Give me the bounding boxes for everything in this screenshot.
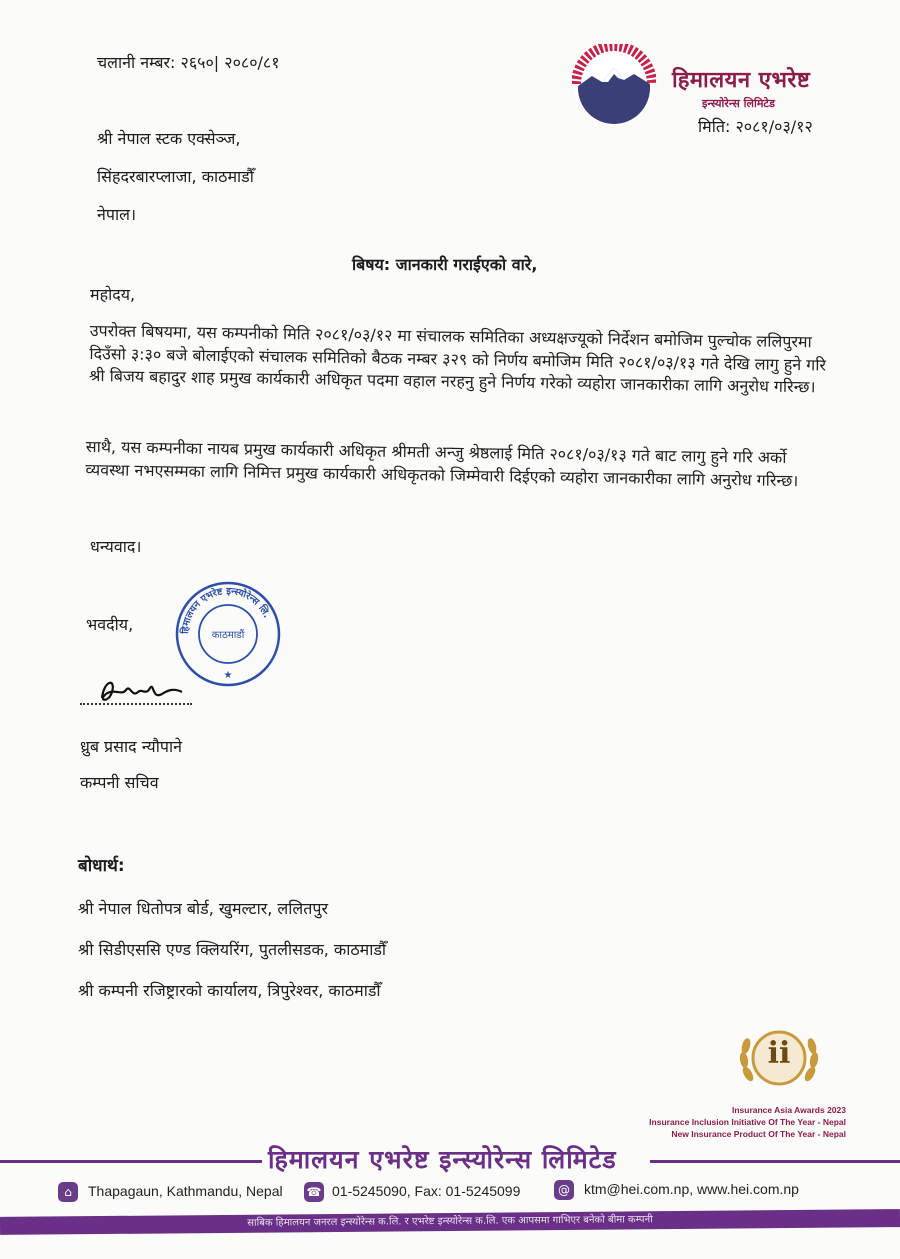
svg-text:★: ★ [223,670,233,681]
signatory-name: ध्रुब प्रसाद न्यौपाने [80,737,182,756]
recipient-line-1: श्री नेपाल स्टक एक्सेञ्ज, [97,129,241,148]
reference-number: चलानी नम्बर: २६५०| २०८०/८१ [97,53,280,72]
footer-bottom-text: साबिक हिमालयन जनरल इन्स्योरेन्स क.लि. र एभरेष्ट इन्स्योरेन्स क.लि. एक आपसमा गाभिएर बनेको बीमा कम्पनी [247,1214,653,1229]
closing-line: भवदीय, [86,615,134,634]
footer-phone: 01-5245090, Fax: 01-5245099 [332,1183,521,1199]
recipient-line-3: नेपाल। [97,205,137,224]
salutation: महोदय, [90,285,136,304]
award-line: Insurance Inclusion Initiative Of The Year - Nepal [649,1117,846,1127]
cc-item: श्री नेपाल धितोपत्र बोर्ड, खुमल्टार, ललितपुर [78,899,329,918]
stamp-ring-text: हिमालयन एभरेष्ट इन्स्योरेन्स लि. [179,585,273,635]
phone-icon: ☎ [304,1182,324,1202]
recipient-line-2: सिंहदरबारप्लाजा, काठमाडौँ [97,167,254,186]
company-logo [572,44,656,128]
stamp-center-text: काठमाडौं [211,630,245,641]
letter-date: मिति: २०८१/०३/१२ [698,117,813,136]
signatory-title: कम्पनी सचिव [80,773,159,792]
footer-web: ktm@hei.com.np, www.hei.com.np [584,1181,799,1197]
thanks-line: धन्यवाद। [90,537,142,556]
cc-item: श्री सिडीएससि एण्ड क्लियरिंग, पुतलीसडक, काठमाडौँ [78,940,387,959]
signature-line [80,703,192,705]
company-subtitle-logo: इन्स्योरेन्स लिमिटेड [702,97,775,110]
award-line: Insurance Asia Awards 2023 [731,1105,846,1115]
cc-heading: बोधार्थ: [78,856,125,876]
subject-line: बिषय: जानकारी गराईएको वारे, [352,255,538,274]
company-name-logo: हिमालयन एभरेष्ट [672,68,811,93]
footer-company-name: हिमालयन एभरेष्ट इन्स्योरेन्स लिमिटेड [268,1145,617,1174]
footer-rule-left [0,1160,262,1163]
footer-bottom-bar [0,1209,900,1235]
cc-item: श्री कम्पनी रजिष्ट्रारको कार्यालय, त्रिपुरेश्वर, काठमाडौँ [78,981,381,1000]
award-badge-text: ii [767,1036,791,1071]
award-line: New Insurance Product Of The Year - Nepal [671,1129,846,1139]
footer-rule-right [650,1160,900,1163]
location-icon: ⌂ [58,1182,78,1202]
web-icon: @ [554,1180,574,1200]
body-paragraph-2: साथै, यस कम्पनीका नायब प्रमुख कार्यकारी अधिकृत श्रीमती अन्जु श्रेष्ठलाई मिति २०८१/०३/१३ गते बाट लागु हुने गरि अर्को व्यवस्था नभएसम्मका लागि निमित्त प्रमुख कार्यकारी अधिकृतको जिम्मेवारी दिईएको व्यहोरा जानकारीका लागि अनुरोध गरिन्छ। [85,436,799,490]
footer-address: Thapagaun, Kathmandu, Nepal [88,1183,283,1199]
body-paragraph-1: उपरोक्त बिषयमा, यस कम्पनीको मिति २०८१/०३/१२ मा संचालक समितिका अध्यक्षज्यूको निर्देशन बमोजिम पुल्चोक ललिपुरमा दिउँसो ३:३० बजे बोलाईएको संचालक समितिको बैठक नम्बर ३२९ को निर्णय बमोजिम मिति २०८१/०३/१३ गते देखि लागु हुने गरि श्री बिजय बहादुर शाह प्रमुख कार्यकारी अधिकृत पदमा वहाल नरहनु हुने निर्णय गरेको व्यहोरा जानकारीका लागि अनुरोध गरिन्छ। [88,320,827,397]
